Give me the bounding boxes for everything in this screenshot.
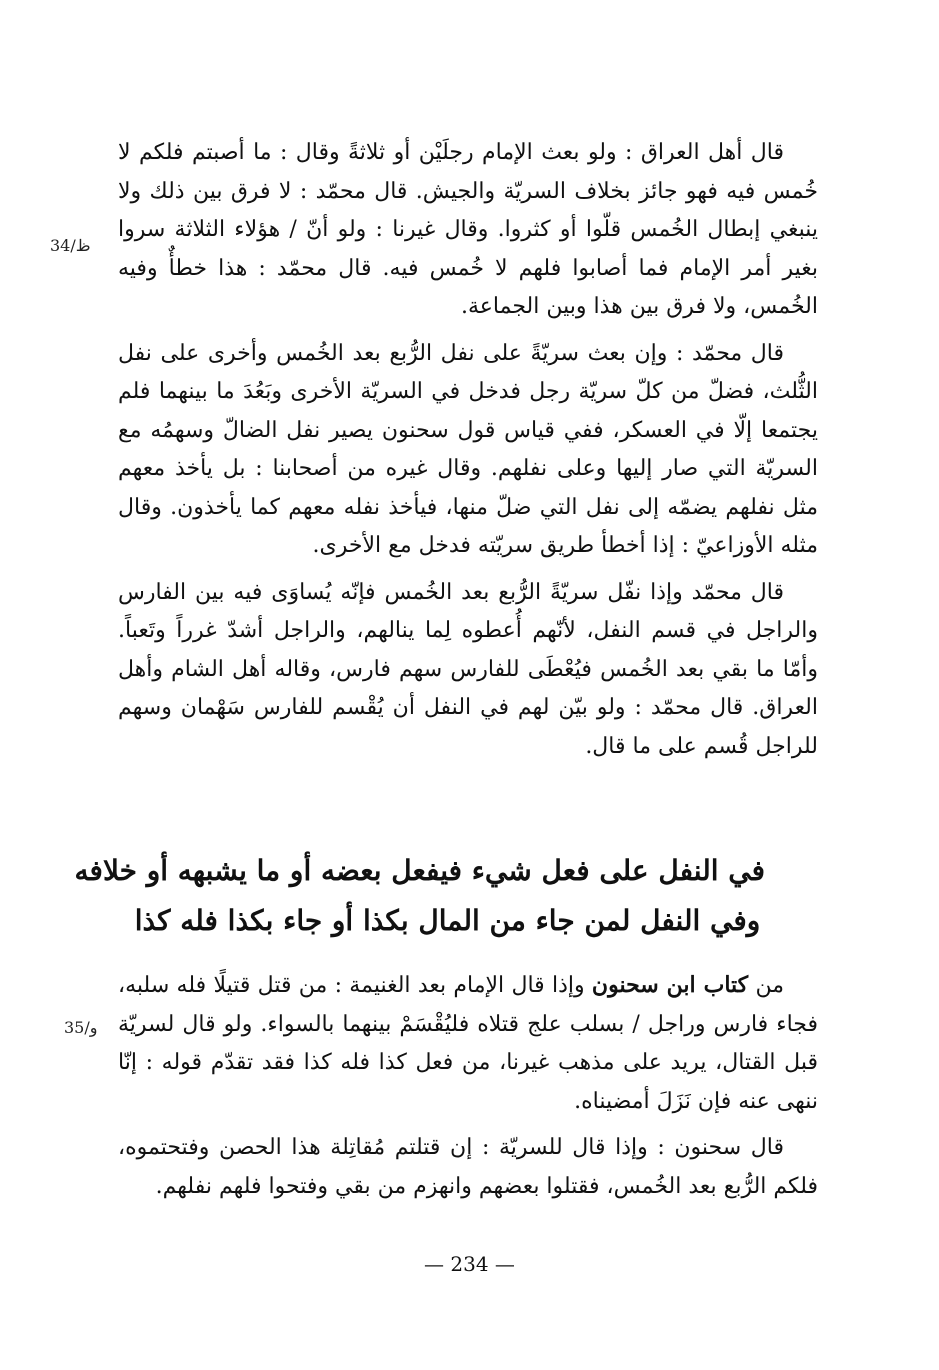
book-title: كتاب ابن سحنون <box>591 972 749 998</box>
paragraph-4-lead: من <box>755 973 784 998</box>
page-number: — 234 — <box>424 1252 515 1276</box>
paragraph-5: قال سحنون : وإذا قال للسريّة : إن قتلتم مُقاتِلة هذا الحصن وفتحتموه، فلكم الرُّبع بعد الخُمس، فقتلوا بعضهم وانهزم من بقي وفتحوا فلهم نفلهم. <box>118 1135 818 1199</box>
paragraph-4 <box>118 966 818 1121</box>
folio-marker-34: 34/ظ <box>50 236 91 255</box>
text-block-top <box>118 134 818 766</box>
paragraph-4-rest: وإذا قال الإمام بعد الغنيمة : من قتل قتيلًا فله سلبه، فجاء فارس وراجل / بسلب علج قتلاه فليُقْسَمْ بينهما بالسواء. ولو قال لسريّة قبل القتال، يريد على مذهب غيرنا، من فعل كذا فله كذا فقد تقدّم قوله : إنّا ننهى عنه فإن نَزَلَ أمضيناه. <box>118 973 818 1114</box>
folio-marker-35: 35/و <box>64 1018 98 1037</box>
section-heading-line-2: وفي النفل لمن جاء من المال بكذا أو جاء بكذا فله كذا <box>134 904 761 937</box>
paragraph-2: قال محمّد : وإن بعث سريّةً على نفل الرُّبع بعد الخُمس وأخرى على نفل الثُّلث، فضلّ من كلّ سريّة رجل فدخل في السريّة الأخرى وبَعُدَ ما بينهما فلم يجتمعا إلّا في العسكر، ففي قياس قول سحنون يصير نفل الضالّ وسهمُه مع السريّة التي صار إليها وعلى نفلهم. وقال غيره من أصحابنا : بل يأخذ معهم مثل نفلهم يضمّه إلى نفل التي ضلّ منها، فيأخذ نفله معهم كما يأخذون. وقال مثله الأوزاعيّ : إذا أخطأ طريق سريّته فدخل مع الأخرى. <box>118 340 818 558</box>
section-heading-line-1: في النفل على فعل شيء فيفعل بعضه أو ما يشبهه أو خلافه <box>74 854 765 887</box>
text-block-bottom <box>118 966 818 1206</box>
paragraph-3: قال محمّد وإذا نفّل سريّةً الرُّبع بعد الخُمس فإنّه يُساوَى فيه بين الفارس والراجل في قسم النفل، لأنّهم أُعطوه لِما ينالهم، والراجل أشدّ غرراً وتَعباً. وأمّا ما بقي بعد الخُمس فيُعْطَى للفارس سهم فارس، وقاله أهل الشام وأهل العراق. قال محمّد : ولو بيّن لهم في النفل أن يُقْسم للفارس سَهْمان وسهم للراجل قُسم على ما قال. <box>118 579 818 759</box>
paragraph-1: قال أهل العراق : ولو بعث الإمام رجلَيْن أو ثلاثةً وقال : ما أصبتم فلكم لا خُمس فيه فهو جائز بخلاف السريّة والجيش. قال محمّد : لا فرق بين ذلك ولا ينبغي إبطال الخُمس قلّوا أو كثروا. وقال غيرنا : ولو أنّ / هؤلاء الثلاثة سروا بغير أمر الإمام فما أصابوا فلهم لا خُمس فيه. قال محمّد : هذا خطأٌ وفيه الخُمس، ولا فرق بين هذا وبين الجماعة. <box>118 140 818 319</box>
section-heading <box>74 846 765 946</box>
